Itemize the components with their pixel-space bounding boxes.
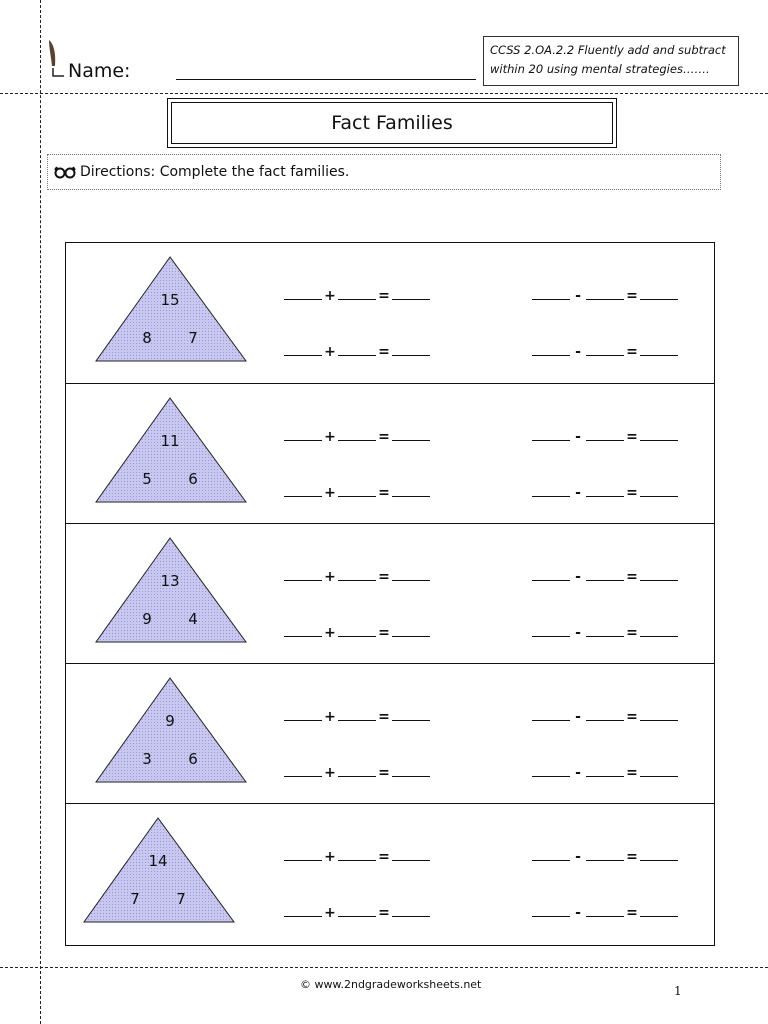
triangle-icon (66, 804, 266, 944)
standard-box: CCSS 2.OA.2.2 Fluently add and subtract within 20 using mental strategies……. (483, 36, 739, 86)
subtraction-equation[interactable]: - = (530, 708, 680, 725)
subtraction-equation[interactable]: - = (530, 428, 680, 445)
addition-equation[interactable]: + = (282, 708, 432, 725)
bottom-cut-line (0, 967, 768, 968)
vertical-cut-line (40, 0, 41, 1024)
addition-equation[interactable]: + = (282, 484, 432, 501)
subtraction-equation[interactable]: - = (530, 343, 680, 360)
subtraction-equation[interactable]: - = (530, 624, 680, 641)
fact-family-row (66, 383, 714, 523)
triangle-top-number: 9 (165, 712, 175, 730)
triangle-icon (66, 243, 266, 383)
triangle-right-number: 7 (188, 329, 198, 347)
triangle-right-number: 4 (188, 610, 198, 628)
fact-family-row (66, 243, 714, 383)
triangle-right-number: 6 (188, 750, 198, 768)
page-number: 1 (674, 984, 682, 998)
directions-text: Directions: Complete the fact families. (80, 164, 350, 180)
footer-site: © www.2ndgradeworksheets.net (300, 978, 482, 991)
triangle-icon (66, 664, 266, 804)
top-cut-line (0, 93, 768, 94)
triangle-left-number: 7 (130, 890, 140, 908)
triangle-left-number: 5 (142, 470, 152, 488)
subtraction-equation[interactable]: - = (530, 568, 680, 585)
subtraction-equation[interactable]: - = (530, 848, 680, 865)
triangle-top-number: 11 (160, 432, 180, 450)
title-box (167, 98, 617, 148)
triangle-top-number: 15 (160, 291, 180, 309)
addition-equation[interactable]: + = (282, 624, 432, 641)
directions-box (47, 154, 721, 190)
fact-family-row (66, 523, 714, 663)
subtraction-equation[interactable]: - = (530, 904, 680, 921)
triangle-left-number: 9 (142, 610, 152, 628)
subtraction-equation[interactable]: - = (530, 484, 680, 501)
triangle-right-number: 7 (176, 890, 186, 908)
triangle-left-number: 8 (142, 329, 152, 347)
glasses-icon (54, 165, 76, 179)
triangle-top-number: 13 (160, 572, 180, 590)
triangle-right-number: 6 (188, 470, 198, 488)
pencil-icon (46, 38, 68, 78)
addition-equation[interactable]: + = (282, 428, 432, 445)
fact-family-grid (65, 242, 715, 946)
name-label: Name: (68, 60, 131, 82)
fact-family-row (66, 803, 714, 943)
page-title: Fact Families (171, 102, 613, 144)
addition-equation[interactable]: + = (282, 764, 432, 781)
triangle-icon (66, 384, 266, 524)
triangle-top-number: 14 (148, 852, 168, 870)
name-field[interactable] (176, 79, 476, 80)
addition-equation[interactable]: + = (282, 848, 432, 865)
subtraction-equation[interactable]: - = (530, 764, 680, 781)
addition-equation[interactable]: + = (282, 287, 432, 304)
addition-equation[interactable]: + = (282, 568, 432, 585)
addition-equation[interactable]: + = (282, 343, 432, 360)
triangle-icon (66, 524, 266, 664)
name-row (46, 38, 446, 84)
triangle-left-number: 3 (142, 750, 152, 768)
addition-equation[interactable]: + = (282, 904, 432, 921)
subtraction-equation[interactable]: - = (530, 287, 680, 304)
fact-family-row (66, 663, 714, 803)
